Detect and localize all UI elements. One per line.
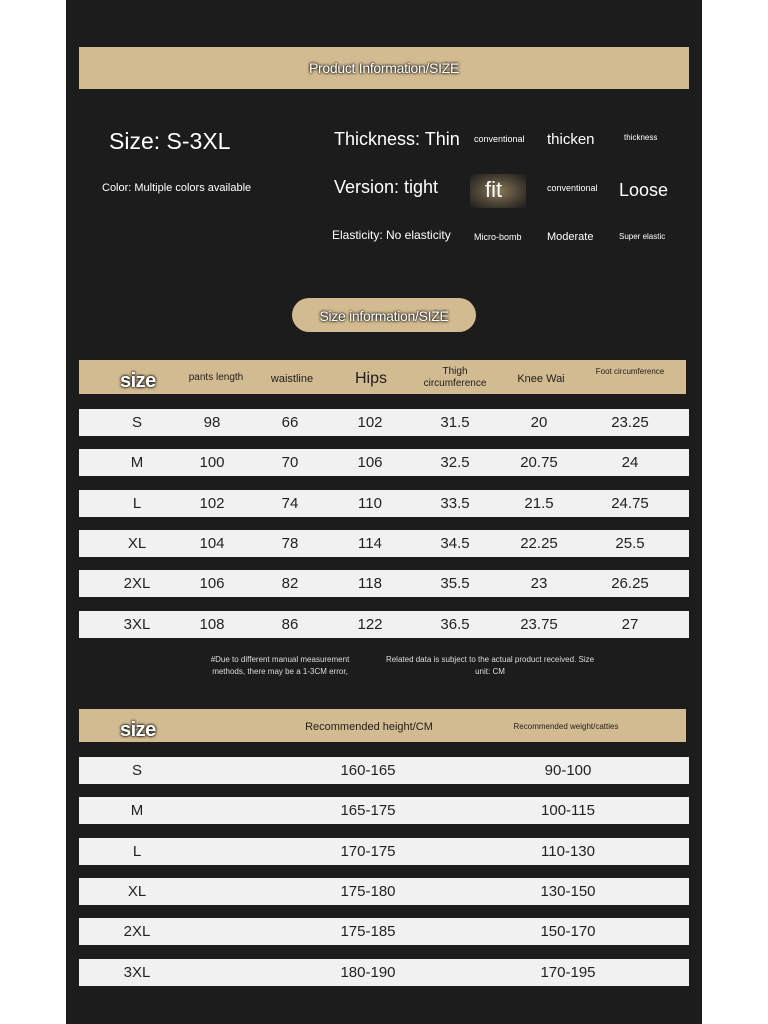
version-option-conventional: conventional xyxy=(547,183,598,193)
header-knee-wai: Knee Wai xyxy=(517,373,565,385)
size-table-cell: 25.5 xyxy=(615,534,645,552)
size-table-row xyxy=(79,449,689,476)
recommend-table-header xyxy=(79,709,686,742)
header-recommended-weight: Recommended weight/catties xyxy=(513,722,619,731)
product-info-banner xyxy=(79,47,689,89)
size-table-cell: 100 xyxy=(199,454,225,472)
header-waistline: waistline xyxy=(270,373,314,385)
size-table-cell: 2XL xyxy=(123,575,151,593)
size-table-row xyxy=(79,409,689,436)
size-table-cell: 106 xyxy=(357,454,383,472)
recommend-table-cell: 180-190 xyxy=(340,963,396,981)
size-table-cell: 104 xyxy=(199,534,225,552)
header-pants-length: pants length xyxy=(188,372,244,383)
banner-title: Product Information/SIZE xyxy=(309,60,459,76)
size-table-cell: 102 xyxy=(357,414,383,431)
size-table-cell: 70 xyxy=(281,454,299,472)
recommend-table-row xyxy=(79,878,689,905)
size-table-cell: 26.25 xyxy=(611,575,649,593)
size-table-cell: M xyxy=(130,454,144,472)
recommend-table-cell: M xyxy=(130,802,144,820)
recommend-table-cell: 175-185 xyxy=(340,923,396,941)
size-table-cell: 21.5 xyxy=(524,494,554,512)
size-info-title: Size information/SIZE xyxy=(319,308,449,324)
thickness-option-thicken: thicken xyxy=(547,131,595,148)
size-table-cell: 102 xyxy=(199,494,225,512)
size-table-cell: 82 xyxy=(281,575,299,593)
size-table-row xyxy=(79,530,689,557)
elasticity-option-super-elastic: Super elastic xyxy=(619,232,666,241)
size-table-cell: 20.75 xyxy=(520,454,558,472)
recommend-table-cell: 170-195 xyxy=(540,963,596,981)
note-measurement-error: #Due to different manual measurement methods, there may be a 1-3CM error, xyxy=(210,655,350,676)
header-thigh-circumference: Thigh circumference xyxy=(423,366,487,389)
size-table-cell: 20 xyxy=(530,414,548,431)
recommend-table-cell: 100-115 xyxy=(541,802,595,820)
recommend-table-cell: 2XL xyxy=(123,923,151,941)
size-table-cell: 86 xyxy=(281,615,299,633)
note-size-unit: Related data is subject to the actual product received. Size unit: CM xyxy=(385,655,595,676)
recommend-table-row xyxy=(79,918,689,945)
recommend-size-header: size xyxy=(120,719,156,741)
size-table-cell: 3XL xyxy=(123,615,151,633)
size-table-row xyxy=(79,611,689,638)
size-table-cell: 27 xyxy=(621,615,639,633)
size-table-cell: 24 xyxy=(621,454,639,472)
recommend-table-cell: 3XL xyxy=(123,963,151,981)
size-table-row xyxy=(79,490,689,517)
version-option-loose: Loose xyxy=(619,180,669,200)
size-table-cell: 108 xyxy=(199,615,225,633)
size-table-cell: 106 xyxy=(199,575,225,593)
recommend-table-row xyxy=(79,838,689,865)
size-table-cell: 66 xyxy=(281,414,299,431)
size-table-cell: 33.5 xyxy=(440,494,470,512)
recommend-table-cell: 110-130 xyxy=(541,842,595,860)
elasticity-label: Elasticity: No elasticity xyxy=(332,228,451,242)
recommend-table-cell: 150-170 xyxy=(540,923,596,941)
recommend-table-row xyxy=(79,757,689,784)
size-table-cell: 36.5 xyxy=(440,615,470,633)
thickness-label: Thickness: Thin xyxy=(334,129,460,149)
size-table-cell: 22.25 xyxy=(520,534,558,552)
thickness-option-thickness: thickness xyxy=(624,133,658,142)
recommend-table-cell: 90-100 xyxy=(544,762,592,779)
size-table-cell: 118 xyxy=(358,575,382,593)
recommend-table-cell: 175-180 xyxy=(340,882,396,900)
version-label: Version: tight xyxy=(334,177,439,197)
recommend-table-cell: S xyxy=(131,762,142,779)
elasticity-option-moderate: Moderate xyxy=(547,231,594,243)
size-table-cell: 23.75 xyxy=(520,615,558,633)
size-table-cell: 78 xyxy=(281,534,299,552)
size-table-cell: 34.5 xyxy=(440,534,470,552)
size-table-cell: 32.5 xyxy=(440,454,470,472)
size-table-cell: 74 xyxy=(281,494,299,512)
size-table-cell: 31.5 xyxy=(440,414,470,431)
size-table-cell: 35.5 xyxy=(440,575,470,593)
size-table-cell: 98 xyxy=(203,414,221,431)
size-table-cell: 23 xyxy=(530,575,548,593)
size-table-cell: 23.25 xyxy=(611,414,649,431)
header-hips: Hips xyxy=(354,370,387,387)
version-option-fit: fit xyxy=(485,177,503,202)
header-foot-circumference: Foot circumference xyxy=(595,367,665,376)
recommend-table-cell: L xyxy=(132,842,142,860)
recommend-table-cell: XL xyxy=(127,882,147,900)
thickness-option-conventional: conventional xyxy=(474,134,525,144)
size-table-cell: 110 xyxy=(358,494,382,512)
size-table-row xyxy=(79,570,689,597)
recommend-table-cell: 165-175 xyxy=(340,802,396,820)
size-info-title-pill xyxy=(292,298,476,332)
size-table-cell: XL xyxy=(127,534,147,552)
size-table-cell: L xyxy=(132,494,142,512)
size-table-header xyxy=(79,360,686,394)
recommend-table-cell: 160-165 xyxy=(340,762,396,779)
size-table-cell: 24.75 xyxy=(611,494,649,512)
size-table-cell: S xyxy=(131,414,142,431)
size-table-cell: 114 xyxy=(358,534,382,552)
elasticity-option-micro-bomb: Micro-bomb xyxy=(474,232,522,242)
header-recommended-height: Recommended height/CM xyxy=(305,721,433,733)
recommend-table-cell: 130-150 xyxy=(540,882,596,900)
recommend-table-cell: 170-175 xyxy=(340,842,396,860)
recommend-table-row xyxy=(79,797,689,824)
recommend-table-row xyxy=(79,959,689,986)
size-header: size xyxy=(120,370,156,392)
color-info: Color: Multiple colors available xyxy=(102,182,252,194)
size-range: Size: S-3XL xyxy=(109,128,231,154)
size-table-cell: 122 xyxy=(357,615,383,633)
